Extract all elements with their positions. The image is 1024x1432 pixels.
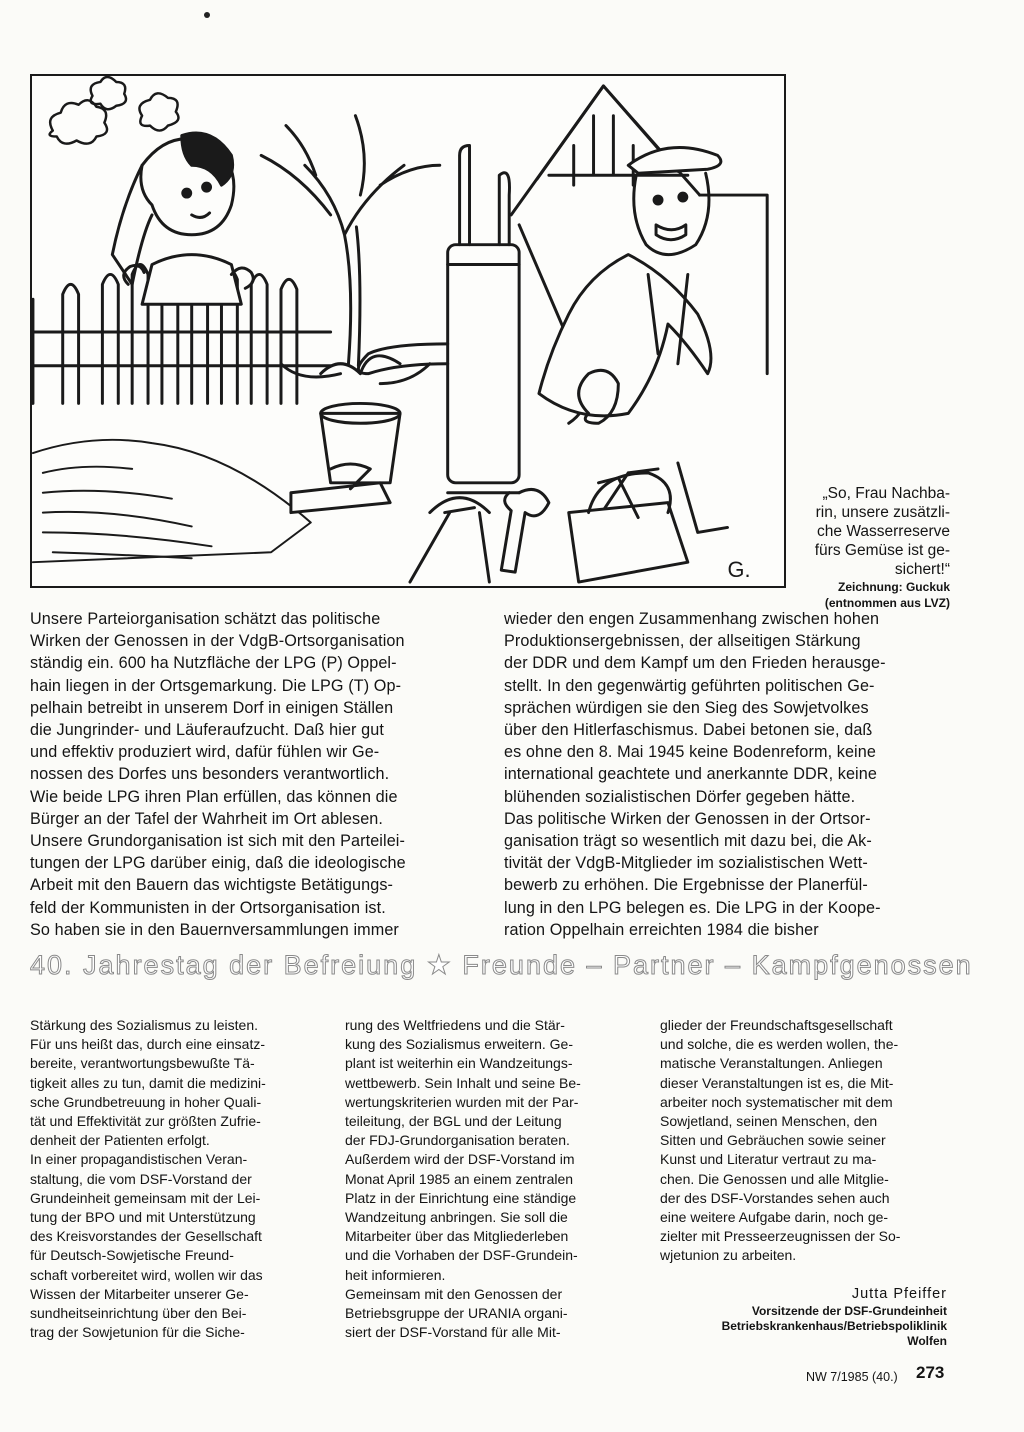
article-lower-column-2: rung des Weltfriedens und die Stär- kung des Sozialismus erweitern. Ge- plant ist weiterhin ein Wandzeitungs- wettbewerb. Sein Inhalt und seine Be- wertungskriterien wurden mit der Par- teileitung, der BGL und der Leitung der FDJ-Grundorganisation beraten. Außerdem wird der DSF-Vorstand im Monat April 1985 an einem zentralen Platz in der Einrichtung eine ständige Wandzeitung anbringen. Sie soll die Mitarbeiter über das Mitgliederleben und die Vorhaben der DSF-Grundein- heit informieren. Gemeinsam mit den Genossen der Betriebsgruppe der URANIA organi- siert der DSF-Vorstand für alle Mit- (345, 1017, 581, 1341)
article-upper-right-column: wieder den engen Zusammenhang zwischen hohen Produktionsergebnissen, der allseitigen Stärkung der DDR und dem Kampf um den Frieden herausge- stellt. In den gegenwärtig geführten politischen Ge- sprächen würdigen sie den Sieg des Sowjetvolkes über den Hitlerfaschismus. Dabei betonen sie, daß es ohne den 8. Mai 1945 keine Bodenreform, keine international geachtete und anerkannte DDR, keine blühenden sozialistischen Dörfer gegeben hätte. Das politische Wirken der Genossen in der Ortsor- ganisation trägt so wesentlich mit dazu bei, die Ak- tivität der VdgB-Mitglieder im sozialistischen Wett- bewerb zu erhöhen. Die Ergebnisse der Planerfül- lung in den LPG belegen es. Die LPG in der Koope- ration Oppelhain erreichten 1984 die bisher (504, 610, 886, 939)
article-upper-left-column: Unsere Parteiorganisation schätzt das politische Wirken der Genossen in der VdgB-Ortsorganisation ständig ein. 600 ha Nutzfläche der LPG (P) Oppel- hain liegen in der Ortsgemarkung. Die LPG (T) Op- pelhain betreibt in unserem Dorf in einigen Ställen die Jungrinder- und Läuferaufzucht. Daß hier gut und effektiv produziert wird, dafür fühlen wir Ge- nossen des Dorfes uns besonders verantwortlich. Wie beide LPG ihren Plan erfüllen, das können die Bürger an der Tafel der Wahrheit im Ort ablesen. Unsere Grundorganisation ist sich mit den Parteilei- tungen der LPG darüber einig, daß die ideologische Arbeit mit den Bauern das wichtigste Betätigungs- feld der Kommunisten in der Ortsorganisation ist. So haben sie in den Bauernversammlungen immer (30, 610, 406, 939)
cartoon-caption (760, 484, 950, 611)
caption-line: che Wasserreserve (817, 523, 950, 540)
page-number: 273 (916, 1363, 945, 1382)
clouds-icon (50, 77, 179, 144)
print-speck (204, 12, 210, 18)
artist-signature: G. (727, 557, 751, 583)
caption-line: fürs Gemüse ist ge- (814, 542, 950, 559)
author-name: Jutta Pfeiffer (851, 1286, 947, 1302)
caption-line: sichert!“ (894, 561, 950, 578)
caption-line: rin, unsere zusätzli- (815, 504, 950, 521)
cartoon-illustration (30, 74, 786, 588)
farmer-man-icon (539, 147, 728, 542)
article-lower-column-1: Stärkung des Sozialismus zu leisten. Für uns heißt das, durch eine einsatz- bereite, verantwortungsbewußte Tä- tigkeit alles zu tun, damit die medizini- sche Grundbetreuung in hoher Quali- tät und Effektivität zur größten Zufrie- denheit der Patienten erfolgt. In einer propagandistischen Veran- staltung, die vom DSF-Vorstand der Grundeinheit gemeinsam mit der Lei- tung der BPO und mit Unterstützung des Kreisvorstandes der Gesellschaft für Deutsch-Sowjetische Freund- schaft vorbereitet wird, wollen wir das Wissen der Mitarbeiter unserer Ge- sundheitseinrichtung über den Bei- trag der Sowjetunion für die Siche- (30, 1017, 266, 1341)
garden-bed-icon (33, 440, 311, 562)
article-lower-column-3: glieder der Freundschaftsgesellschaft und solche, die es werden wollen, the- matische Veranstaltungen. Anliegen dieser Veranstaltungen ist es, die Mit- arbeiter noch systematischer mit dem Sowjetland, seinen Menschen, den Sitten und Gebräuchen sowie seiner Kunst und Literatur vertraut zu ma- chen. Die Genossen und alle Mitglie- der des DSF-Vorstandes sehen auch eine weitere Aufgabe darin, noch ge- zielter mit Presseerzeugnissen der So- wjetunion zu arbeiten. (660, 1017, 901, 1264)
cartoon-credit: Zeichnung: Guckuk (837, 580, 950, 594)
section-banner: 40. Jahrestag der Befreiung ★ Freunde – Partner – Kampfgenossen (30, 950, 973, 980)
author-signature-block (690, 1286, 947, 1349)
issue-reference: NW 7/1985 (40.) (806, 1370, 898, 1384)
author-role: Vorsitzende der DSF-Grundeinheit Betriebskrankenhaus/Betriebspoliklinik Wolfen (721, 1304, 947, 1348)
caption-line: „So, Frau Nachba- (822, 485, 950, 502)
cartoon-drawing (32, 76, 784, 586)
tree-icon (261, 116, 440, 366)
cartoon-source: (entnommen aus LVZ) (824, 596, 950, 610)
neighbour-woman-icon (112, 133, 253, 304)
